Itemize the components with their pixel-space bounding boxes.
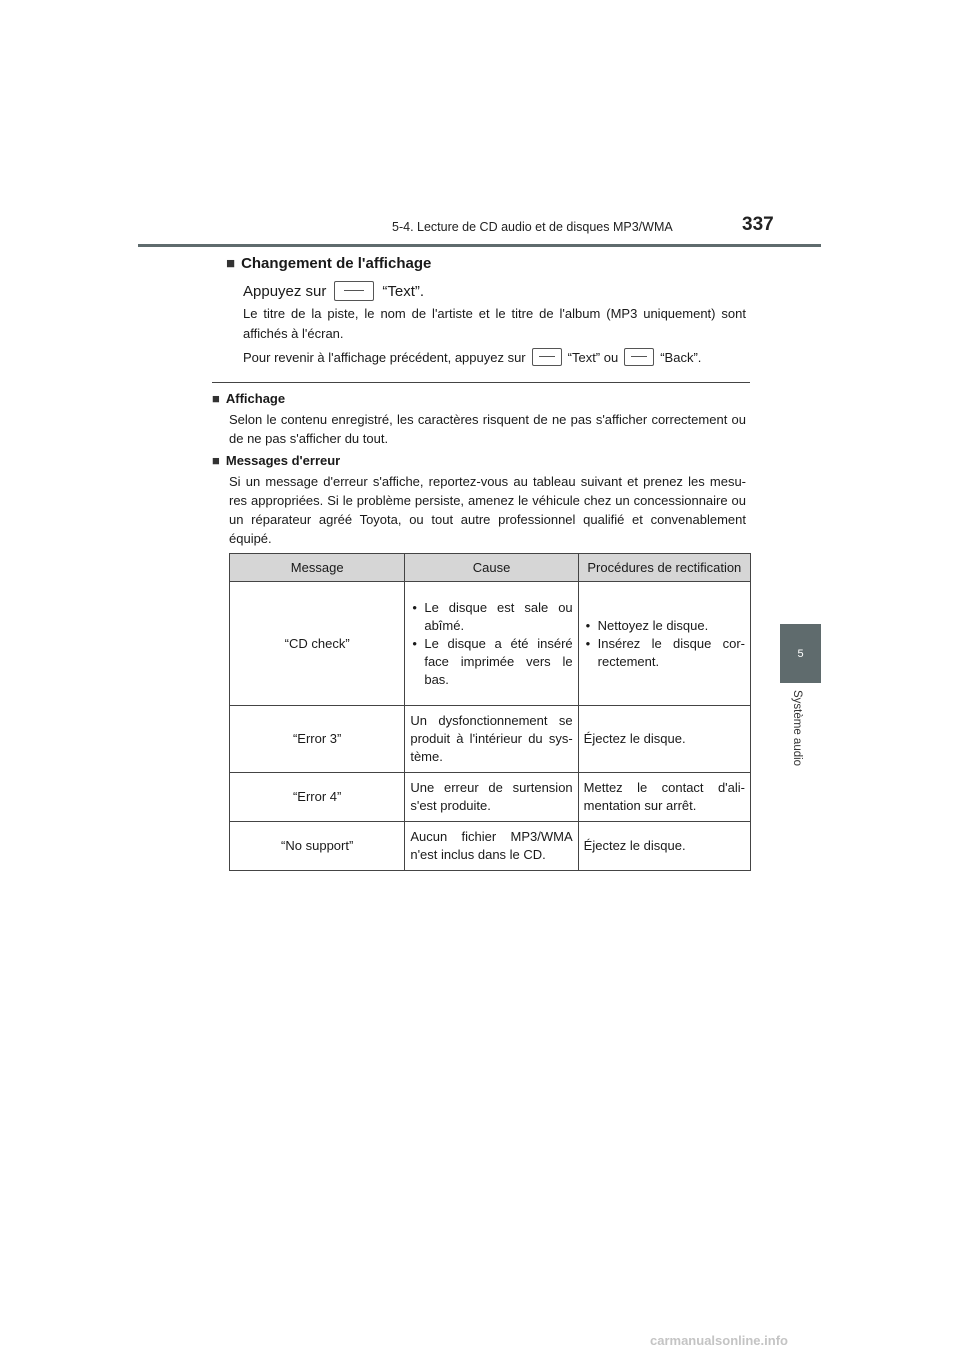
instruction-suffix: “Text”. [382,282,425,300]
section-paragraph-2 [243,348,701,366]
paragraph-2-suffix: “Back”. [660,349,702,365]
page-number: 337 [742,214,774,235]
section-divider [212,382,750,383]
procedure-cell [578,582,750,706]
procedure-cell: Éjectez le disque. [578,822,750,871]
square-bullet-icon: ■ [226,255,236,272]
chapter-side-label: Système audio [791,690,803,767]
note-title-affichage [212,391,285,406]
list-item: • Le disque a été inséré face imprimée vers le bas. [410,635,572,689]
column-header: Message [230,554,405,582]
instruction-line [243,281,424,301]
message-cell: “Error 4” [230,773,405,822]
chapter-title: 5-4. Lecture de CD audio et de disques MP3/WMA [392,220,673,234]
list-item: • Insérez le disque cor- rectement. [584,635,745,671]
list-item: • Le disque est sale ou abîmé. [410,599,572,635]
note-title-text: Affichage [225,391,286,406]
paragraph-2-middle: “Text” ou [567,349,619,365]
back-button-icon [624,348,654,366]
table-row [230,582,751,706]
note-title-errors [212,453,340,468]
instruction-prefix: Appuyez sur [243,282,327,300]
paragraph-2-prefix: Pour revenir à l'affichage précédent, appuyez sur [243,349,526,365]
procedure-cell: Éjectez le disque. [578,706,750,773]
error-table [229,553,751,871]
section-paragraph-1: Le titre de la piste, le nom de l'artiste et le titre de l'album (MP3 uniquement) sont affichés à l'écran. [243,306,746,341]
cause-cell: Une erreur de surtension s'est produite. [405,773,578,822]
chapter-tab [780,624,821,683]
column-header: Cause [405,554,578,582]
cause-cell [405,582,578,706]
note-text-errors: Si un message d'erreur s'affiche, reportez-vous au tableau suivant et prenez les mesu- res appropriées. Si le problème persiste, amenez le véhicule chez un concessionnaire ou un réparateur agréé Toyota, ou tout autre professionnel qualifié et convenablement équipé. [229,474,746,546]
header-rule [138,244,821,247]
square-bullet-icon: ■ [212,453,220,468]
message-cell: “CD check” [230,582,405,706]
text-button-icon [532,348,562,366]
procedure-cell: Mettez le contact d'ali- mentation sur arrêt. [578,773,750,822]
note-title-text: Messages d'erreur [225,453,341,468]
watermark: carmanualsonline.info [650,1333,788,1348]
cause-cell: Aucun fichier MP3/WMA n'est inclus dans le CD. [405,822,578,871]
table-row [230,773,751,822]
table-row [230,822,751,871]
square-bullet-icon: ■ [212,391,220,406]
column-header: Procédures de rectification [578,554,750,582]
table-row [230,706,751,773]
section-title [226,255,431,272]
section-title-text: Changement de l'affichage [241,255,432,272]
message-cell: “No support” [230,822,405,871]
table-header-row [230,554,751,582]
cause-cell: Un dysfonctionnement se produit à l'intérieur du sys- tème. [405,706,578,773]
list-item: • Nettoyez le disque. [584,617,745,635]
message-cell: “Error 3” [230,706,405,773]
note-text-affichage: Selon le contenu enregistré, les caractères risquent de ne pas s'afficher correctement ou de ne pas s'afficher du tout. [229,412,746,446]
text-button-icon [334,281,374,301]
chapter-tab-number: 5 [797,647,804,660]
